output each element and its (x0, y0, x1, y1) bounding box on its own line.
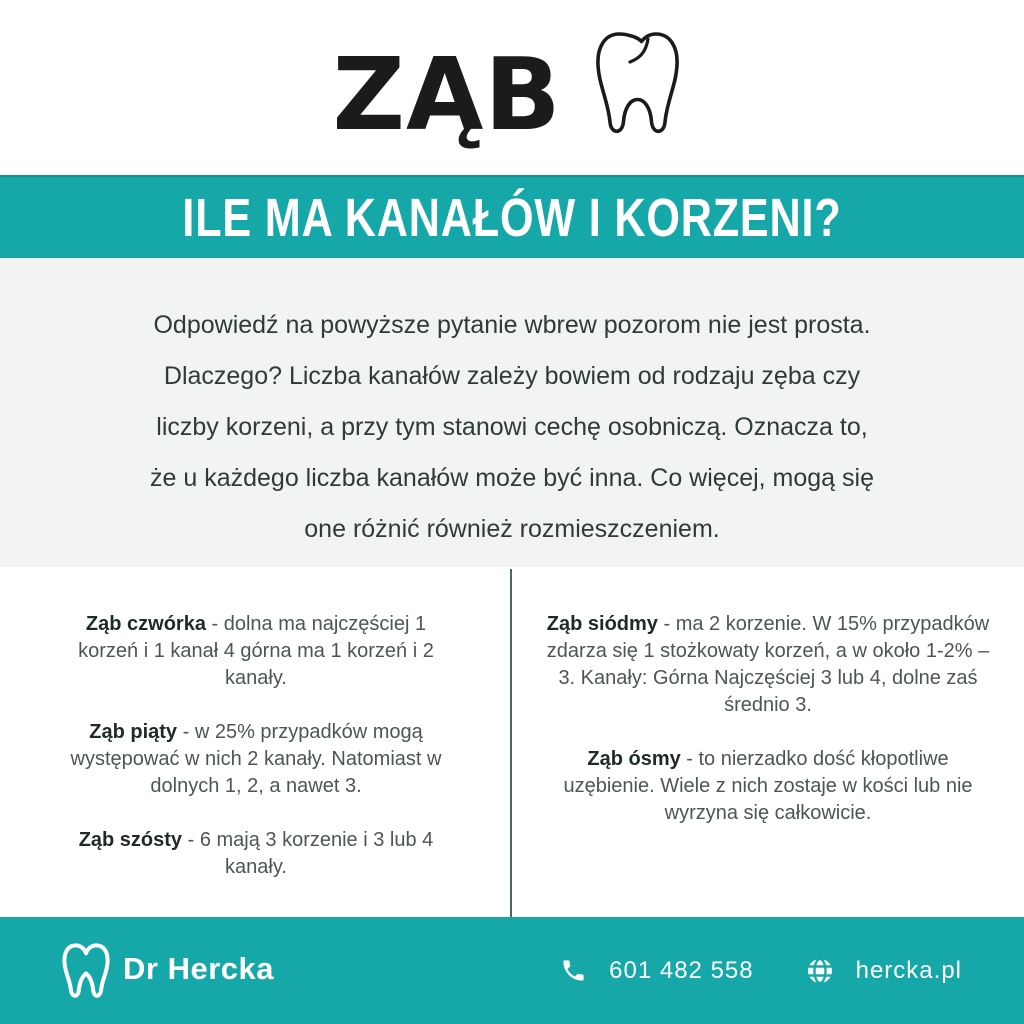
banner (0, 175, 1024, 258)
website-contact (806, 957, 962, 985)
fact-head: Ząb szósty (78, 829, 183, 851)
intro-section (0, 258, 1024, 567)
globe-icon (806, 957, 834, 985)
banner-heading: ILE MA KANAŁÓW I KORZENI? (182, 187, 842, 248)
header (0, 0, 1024, 175)
fact-tooth-four (60, 611, 452, 692)
footer (0, 917, 1024, 1024)
brand-name: Dr Hercka (123, 950, 274, 986)
fact-text: - 6 mają 3 korzenie i 3 lub 4 kanały. (182, 829, 434, 878)
fact-head: Ząb czwórka (85, 613, 206, 635)
phone-number: 601 482 558 (609, 956, 754, 984)
fact-text: - dolna ma najczęściej 1 korzeń i 1 kanał 4 górna ma 1 korzeń i 2 kanały. (78, 613, 434, 689)
tooth-heart-icon (62, 938, 110, 1004)
fact-head: Ząb ósmy (587, 748, 681, 770)
website-url: hercka.pl (855, 956, 962, 984)
fact-tooth-five (60, 719, 452, 800)
fact-text: - to nierzadko dość kłopotliwe uzębienie. Wiele z nich zostaje w kości lub nie wyrzyna się całkowicie. (563, 748, 973, 824)
column-right (512, 567, 1024, 917)
contact-info (560, 957, 962, 985)
phone-contact (560, 957, 753, 985)
fact-text: - ma 2 korzenie. W 15% przypadków zdarza się 1 stożkowaty korzeń, a w około 1-2% – 3. Kanały: Górna Najczęściej 3 lub 4, dolne zaś średnio 3. (546, 613, 990, 716)
fact-head: Ząb siódmy (546, 613, 658, 635)
fact-tooth-six (60, 827, 452, 881)
page-title: ZĄB (332, 35, 562, 153)
fact-head: Ząb piąty (89, 721, 178, 743)
column-left (0, 567, 512, 917)
fact-tooth-eight (545, 746, 991, 827)
intro-paragraph: Odpowiedź na powyższe pytanie wbrew pozorom nie jest prosta. Dlaczego? Liczba kanałów zależy bowiem od rodzaju zęba czy liczby korzeni, a przy tym stanowi cechę osobniczą. Oznacza to, że u każdego liczba kanałów może być inna. Co więcej, mogą się one różnić również rozmieszczeniem. (150, 311, 874, 543)
brand-logo (62, 938, 274, 1004)
tooth-outline-icon (592, 37, 692, 139)
tooth-facts-section (0, 567, 1024, 917)
fact-tooth-seven (545, 611, 991, 719)
column-divider (510, 569, 512, 917)
phone-icon (560, 957, 587, 984)
fact-text: - w 25% przypadków mogą występować w nich 2 kanały. Natomiast w dolnych 1, 2, a nawet 3. (70, 721, 442, 797)
